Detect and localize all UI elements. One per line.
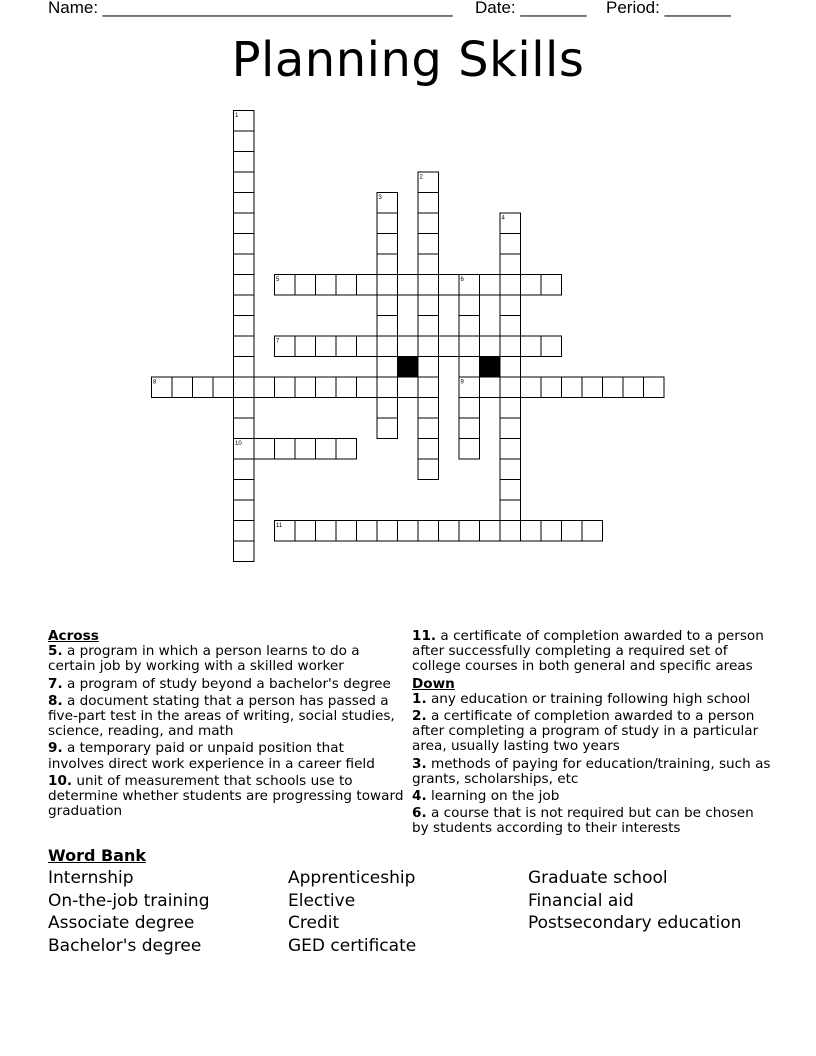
grid-cell[interactable]	[459, 336, 480, 357]
clue-down-6	[412, 806, 772, 836]
grid-cell[interactable]	[234, 295, 255, 316]
word-bank-item: On-the-job training	[48, 891, 210, 911]
grid-cell[interactable]	[541, 377, 562, 398]
grid-cell[interactable]	[398, 275, 419, 296]
grid-cell[interactable]	[234, 193, 255, 214]
clue-across-8	[48, 694, 404, 740]
word-bank-item: Associate degree	[48, 913, 195, 933]
grid-cell[interactable]	[377, 398, 398, 419]
grid-cell[interactable]	[316, 336, 337, 357]
clue-across-9	[48, 741, 404, 771]
clue-number: 10.	[48, 772, 73, 789]
grid-cell[interactable]	[295, 439, 316, 460]
grid-cell[interactable]	[480, 336, 501, 357]
grid-cell[interactable]	[357, 336, 378, 357]
grid-cell[interactable]	[234, 213, 255, 234]
grid-cell[interactable]	[623, 377, 644, 398]
grid-cell[interactable]	[234, 275, 255, 296]
name-field-label[interactable]: Name: _____________________________________	[48, 0, 453, 17]
grid-cell[interactable]	[357, 275, 378, 296]
clue-number-label: 10	[235, 441, 242, 447]
clue-text: a temporary paid or unpaid position that involves direct work experience in a career field	[48, 740, 375, 772]
clue-number-label: 4	[501, 215, 505, 222]
clue-down-3	[412, 757, 772, 787]
grid-cell[interactable]	[234, 357, 255, 378]
grid-cell[interactable]	[500, 357, 521, 378]
clue-text: a program of study beyond a bachelor's degree	[66, 675, 391, 692]
grid-cell[interactable]	[336, 275, 357, 296]
clue-text: a certificate of completion awarded to a person after completing a program of study in a particular area, usually lasting two years	[412, 708, 759, 755]
grid-cell[interactable]	[500, 480, 521, 501]
grid-cell[interactable]	[521, 521, 542, 542]
grid-cell[interactable]	[254, 439, 275, 460]
grid-cell[interactable]	[377, 254, 398, 275]
clue-text: learning on the job	[430, 788, 560, 805]
clue-text: a course that is not required but can be chosen by students according to their interests	[412, 805, 754, 837]
grid-cell[interactable]	[603, 377, 624, 398]
grid-cell[interactable]	[521, 275, 542, 296]
grid-cell[interactable]	[459, 398, 480, 419]
clue-number: 3.	[412, 755, 427, 772]
word-bank-item: Elective	[288, 891, 356, 911]
clue-number: 9.	[48, 740, 63, 757]
grid-cell[interactable]	[418, 316, 439, 337]
grid-cell[interactable]	[377, 213, 398, 234]
grid-cell[interactable]	[234, 418, 255, 439]
word-bank-item: GED certificate	[288, 936, 417, 956]
grid-cell[interactable]	[541, 336, 562, 357]
grid-cell[interactable]	[377, 316, 398, 337]
grid-cell[interactable]	[234, 541, 255, 562]
clue-number-label: 3	[378, 195, 382, 201]
grid-cell[interactable]	[336, 336, 357, 357]
grid-cell[interactable]	[500, 500, 521, 521]
grid-cell[interactable]	[418, 418, 439, 439]
grid-cell[interactable]	[459, 295, 480, 316]
black-cell	[480, 357, 501, 378]
grid-cell[interactable]	[521, 336, 542, 357]
grid-cell[interactable]	[418, 275, 439, 296]
grid-cell[interactable]	[316, 521, 337, 542]
grid-cell[interactable]	[459, 439, 480, 460]
clue-number-label: 6	[460, 277, 464, 283]
grid-cell[interactable]	[213, 377, 234, 398]
grid-cell[interactable]	[234, 172, 255, 193]
clue-text: any education or training following high school	[430, 690, 751, 707]
grid-cell[interactable]	[500, 234, 521, 255]
grid-cell[interactable]	[459, 357, 480, 378]
grid-cell[interactable]	[234, 316, 255, 337]
grid-cell[interactable]	[234, 398, 255, 419]
grid-cell[interactable]	[418, 336, 439, 357]
clue-across-11	[412, 629, 772, 675]
clue-number-label: 1	[235, 113, 239, 119]
grid-cell[interactable]	[459, 418, 480, 439]
grid-cell[interactable]	[439, 336, 460, 357]
grid-cell[interactable]	[234, 254, 255, 275]
grid-cell[interactable]	[439, 521, 460, 542]
grid-cell[interactable]	[500, 316, 521, 337]
grid-cell[interactable]	[500, 418, 521, 439]
grid-cell[interactable]	[377, 336, 398, 357]
grid-cell[interactable]	[377, 234, 398, 255]
grid-cell[interactable]	[582, 521, 603, 542]
grid-cell[interactable]	[480, 521, 501, 542]
grid-cell[interactable]	[500, 254, 521, 275]
word-bank-item: Financial aid	[528, 891, 634, 911]
clue-number-label: 11	[276, 523, 283, 529]
black-cell	[398, 357, 419, 378]
grid-cell[interactable]	[480, 275, 501, 296]
grid-cell[interactable]	[234, 152, 255, 173]
clue-across-5	[48, 644, 404, 674]
grid-cell[interactable]	[234, 131, 255, 152]
word-bank-item: Bachelor's degree	[48, 936, 202, 956]
grid-cell[interactable]	[336, 377, 357, 398]
grid-cell[interactable]	[418, 213, 439, 234]
grid-cell[interactable]	[418, 377, 439, 398]
grid-cell[interactable]	[336, 439, 357, 460]
clue-number-label: 5	[276, 277, 280, 283]
grid-cell[interactable]	[418, 459, 439, 480]
clue-down-2	[412, 709, 772, 755]
grid-cell[interactable]	[418, 521, 439, 542]
grid-cell[interactable]	[500, 439, 521, 460]
grid-cell[interactable]	[459, 316, 480, 337]
clue-text: methods of paying for education/training, such as grants, scholarships, etc	[412, 755, 771, 787]
clue-across-10	[48, 774, 404, 820]
grid-cell[interactable]	[234, 480, 255, 501]
grid-cell[interactable]	[562, 521, 583, 542]
grid-cell[interactable]	[398, 377, 419, 398]
grid-cell[interactable]	[254, 377, 275, 398]
clue-number: 8.	[48, 692, 63, 709]
grid-cell[interactable]	[377, 418, 398, 439]
word-bank-item: Credit	[288, 913, 340, 933]
word-bank-item: Apprenticeship	[288, 868, 416, 888]
grid-cell[interactable]	[234, 336, 255, 357]
across-heading: Across	[48, 628, 99, 644]
clue-number-label: 9	[460, 379, 464, 386]
word-bank-item: Postsecondary education	[528, 913, 742, 933]
grid-cell[interactable]	[357, 521, 378, 542]
grid-cell[interactable]	[500, 295, 521, 316]
clue-number: 6.	[412, 805, 427, 822]
grid-cell[interactable]	[418, 234, 439, 255]
grid-cell[interactable]	[500, 336, 521, 357]
page-title: Planning Skills	[231, 32, 585, 88]
clue-down-1	[412, 692, 772, 707]
grid-cell[interactable]	[377, 377, 398, 398]
grid-cell[interactable]	[418, 398, 439, 419]
clue-text: a certificate of completion awarded to a person after successfully completing a required set of college courses in both general and specific areas	[412, 628, 764, 675]
grid-cell[interactable]	[459, 521, 480, 542]
grid-cell[interactable]	[234, 500, 255, 521]
grid-cell[interactable]	[275, 439, 296, 460]
clue-number-label: 7	[276, 338, 280, 345]
grid-cell[interactable]	[398, 521, 419, 542]
grid-cell[interactable]	[418, 254, 439, 275]
period-field-label[interactable]: Period: _______	[606, 0, 731, 17]
grid-cell[interactable]	[500, 377, 521, 398]
grid-cell[interactable]	[418, 193, 439, 214]
grid-cell[interactable]	[357, 377, 378, 398]
grid-cell[interactable]	[193, 377, 214, 398]
clue-number-label: 2	[419, 174, 423, 181]
clue-text: unit of measurement that schools use to determine whether students are progressing toward graduation	[48, 772, 404, 820]
clue-number: 11.	[412, 628, 437, 644]
grid-cell[interactable]	[377, 357, 398, 378]
grid-cell[interactable]	[295, 521, 316, 542]
grid-cell[interactable]	[582, 377, 603, 398]
grid-cell[interactable]	[500, 521, 521, 542]
grid-cell[interactable]	[541, 275, 562, 296]
clue-text: a program in which a person learns to do a certain job by working with a skilled worker	[48, 643, 360, 675]
grid-cell[interactable]	[316, 439, 337, 460]
clue-number: 7.	[48, 675, 63, 692]
clues-left-column	[48, 629, 404, 821]
date-field-label[interactable]: Date: _______	[475, 0, 587, 17]
word-bank-item: Internship	[48, 868, 134, 888]
grid-cell[interactable]	[377, 521, 398, 542]
grid-cell[interactable]	[275, 377, 296, 398]
grid-cell[interactable]	[316, 377, 337, 398]
word-bank-item: Graduate school	[528, 868, 668, 888]
clue-across-7	[48, 677, 404, 692]
grid-cell[interactable]	[500, 398, 521, 419]
grid-cell[interactable]	[295, 336, 316, 357]
grid-cell[interactable]	[234, 377, 255, 398]
grid-cell[interactable]	[644, 377, 665, 398]
grid-cell[interactable]	[234, 459, 255, 480]
grid-cell[interactable]	[521, 377, 542, 398]
grid-cell[interactable]	[377, 275, 398, 296]
clue-number: 1.	[412, 690, 427, 707]
grid-cell[interactable]	[398, 336, 419, 357]
grid-cell[interactable]	[234, 234, 255, 255]
clue-down-4	[412, 789, 772, 804]
grid-cell[interactable]	[172, 377, 193, 398]
grid-cell[interactable]	[418, 295, 439, 316]
clue-number: 5.	[48, 643, 63, 660]
grid-cell[interactable]	[295, 275, 316, 296]
grid-cell[interactable]	[480, 377, 501, 398]
grid-cell[interactable]	[234, 521, 255, 542]
grid-cell[interactable]	[541, 521, 562, 542]
grid-cell[interactable]	[295, 377, 316, 398]
grid-cell[interactable]	[562, 377, 583, 398]
grid-cell[interactable]	[418, 357, 439, 378]
grid-cell[interactable]	[377, 295, 398, 316]
clue-text: a document stating that a person has passed a five-part test in the areas of writing, social studies, science, reading, and math	[48, 692, 395, 740]
grid-cell[interactable]	[336, 521, 357, 542]
grid-cell[interactable]	[439, 275, 460, 296]
grid-cell[interactable]	[500, 459, 521, 480]
grid-cell[interactable]	[418, 439, 439, 460]
clue-number-label: 8	[153, 379, 157, 386]
word-bank-title: Word Bank	[48, 846, 147, 865]
clues-right-column	[412, 629, 772, 839]
down-heading: Down	[412, 675, 455, 692]
clue-number: 4.	[412, 788, 427, 805]
clue-number: 2.	[412, 708, 427, 725]
grid-cell[interactable]	[500, 275, 521, 296]
grid-cell[interactable]	[316, 275, 337, 296]
